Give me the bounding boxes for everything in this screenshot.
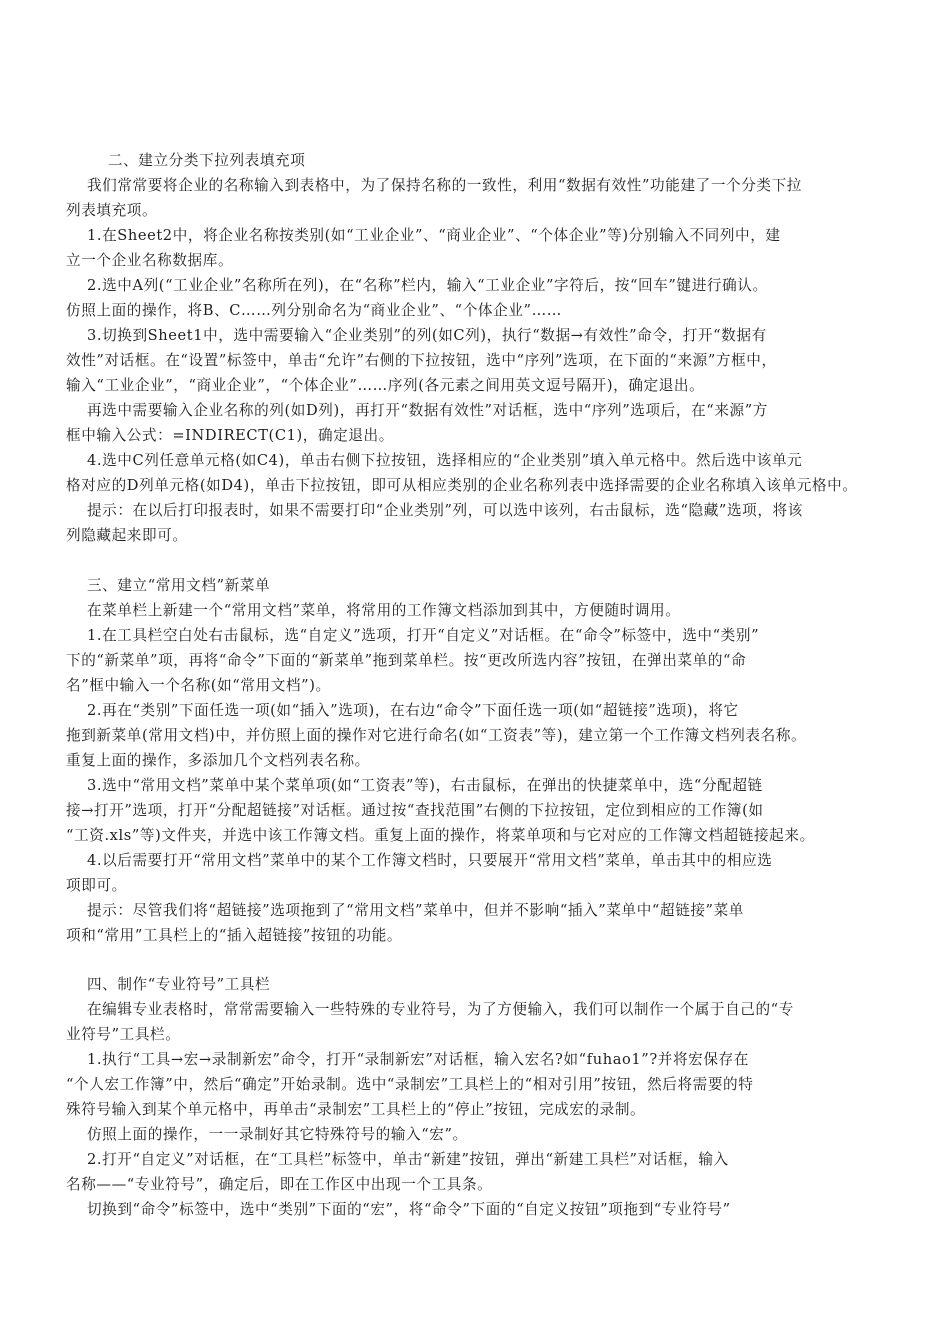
paragraph-line: 输入“工业企业”，“商业企业”，“个体企业”……序列(各元素之间用英文逗号隔开)，确定退出。 [66, 377, 705, 394]
paragraph-line: 列表填充项。 [66, 202, 158, 219]
paragraph-line: 名”框中输入一个名称(如“常用文档”)。 [66, 677, 331, 694]
paragraph-line: 项即可。 [66, 877, 127, 894]
paragraph-line: 殊符号输入到某个单元格中，再单击“录制宏”工具栏上的“停止”按钮，完成宏的录制。 [66, 1101, 646, 1118]
paragraph-line: 框中输入公式：=INDIRECT(C1)，确定退出。 [66, 427, 394, 444]
paragraph-line: 立一个企业名称数据库。 [66, 252, 234, 269]
paragraph-line: 接→打开”选项，打开“分配超链接”对话框。通过按“查找范围”右侧的下拉按钮，定位到相应的工作簿(如 [66, 802, 764, 819]
paragraph-line: 效性”对话框。在“设置”标签中，单击“允许”右侧的下拉按钮，选中“序列”选项，在下面的“来源”方框中， [66, 352, 777, 369]
paragraph-line: 提示：尽管我们将“超链接”选项拖到了“常用文档”菜单中，但并不影响“插入”菜单中“超链接”菜单 [66, 902, 745, 919]
paragraph-line: 再选中需要输入企业名称的列(如D列)，再打开“数据有效性”对话框，选中“序列”选项后，在“来源”方 [66, 402, 768, 419]
paragraph-line: “个人宏工作簿”中，然后“确定”开始录制。选中“录制宏”工具栏上的“相对引用”按钮，然后将需要的特 [66, 1076, 754, 1093]
paragraph-line: 2.选中A列(“工业企业”名称所在列)，在“名称”栏内，输入“工业企业”字符后，按“回车”键进行确认。 [66, 277, 768, 294]
paragraph-line: 拖到新菜单(常用文档)中，并仿照上面的操作对它进行命名(如“工资表”等)，建立第一个工作簿文档列表名称。 [66, 727, 807, 744]
paragraph-line: 3.切换到Sheet1中，选中需要输入“企业类别”的列(如C列)，执行“数据→有效性”命令，打开“数据有 [66, 327, 767, 344]
paragraph-line: 切换到“命令”标签中，选中“类别”下面的“宏”，将“命令”下面的“自定义按钮”项拖到“专业符号” [66, 1201, 731, 1218]
paragraph-line: 我们常常要将企业的名称输入到表格中，为了保持名称的一致性，利用“数据有效性”功能建了一个分类下拉 [66, 177, 802, 194]
section-heading: 三、建立“常用文档”新菜单 [66, 577, 271, 594]
paragraph-line: 项和“常用”工具栏上的“插入超链接”按钮的功能。 [66, 927, 403, 944]
paragraph-line: 4.选中C列任意单元格(如C4)，单击右侧下拉按钮，选择相应的“企业类别”填入单元格中。然后选中该单元 [66, 452, 803, 469]
paragraph-line: 在编辑专业表格时，常常需要输入一些特殊的专业符号，为了方便输入，我们可以制作一个属于自己的“专 [66, 1001, 794, 1018]
paragraph-line: 仿照上面的操作，一一录制好其它特殊符号的输入“宏”。 [66, 1126, 468, 1143]
paragraph-line: 下的“新菜单”项，再将“命令”下面的“新菜单”拖到菜单栏。按“更改所选内容”按钮，在弹出菜单的“命 [66, 652, 747, 669]
paragraph-line: 格对应的D列单元格(如D4)，单击下拉按钮，即可从相应类别的企业名称列表中选择需要的企业名称填入该单元格中。 [66, 477, 858, 494]
paragraph-line: 业符号”工具栏。 [66, 1026, 181, 1043]
section-heading: 二、建立分类下拉列表填充项 [66, 152, 306, 169]
paragraph-line: 仿照上面的操作，将B、C……列分别命名为“商业企业”、“个体企业”…… [66, 302, 562, 319]
paragraph-line: 重复上面的操作，多添加几个文档列表名称。 [66, 752, 370, 769]
paragraph-line: 名称——“专业符号”，确定后，即在工作区中出现一个工具条。 [66, 1176, 493, 1193]
paragraph-line: 1.在Sheet2中，将企业名称按类别(如“工业企业”、“商业企业”、“个体企业”等)分别输入不同列中，建 [66, 227, 781, 244]
paragraph-line: 4.以后需要打开“常用文档”菜单中的某个工作簿文档时，只要展开“常用文档”菜单，单击其中的相应选 [66, 852, 773, 869]
paragraph-line: 2.再在“类别”下面任选一项(如“插入”选项)，在右边“命令”下面任选一项(如“超链接”选项)，将它 [66, 702, 739, 719]
section-heading: 四、制作“专业符号”工具栏 [66, 976, 271, 993]
paragraph-line: 提示：在以后打印报表时，如果不需要打印“企业类别”列，可以选中该列，右击鼠标，选“隐藏”选项，将该 [66, 502, 803, 519]
paragraph-line: 在菜单栏上新建一个“常用文档”菜单，将常用的工作簿文档添加到其中，方便随时调用。 [66, 602, 681, 619]
paragraph-line: 列隐藏起来即可。 [66, 527, 188, 544]
paragraph-line: 1.在工具栏空白处右击鼠标，选“自定义”选项，打开“自定义”对话框。在“命令”标签中，选中“类别” [66, 627, 760, 644]
paragraph-line: 1.执行“工具→宏→录制新宏”命令，打开“录制新宏”对话框，输入宏名?如“fuhao1”?并将宏保存在 [66, 1051, 749, 1068]
paragraph-line: “工资.xls”等)文件夹，并选中该工作簿文档。重复上面的操作，将菜单项和与它对应的工作簿文档超链接起来。 [66, 827, 815, 844]
paragraph-line: 2.打开“自定义”对话框，在“工具栏”标签中，单击“新建”按钮，弹出“新建工具栏”对话框，输入 [66, 1151, 729, 1168]
paragraph-line: 3.选中“常用文档”菜单中某个菜单项(如“工资表”等)，右击鼠标，在弹出的快捷菜单中，选“分配超链 [66, 777, 763, 794]
